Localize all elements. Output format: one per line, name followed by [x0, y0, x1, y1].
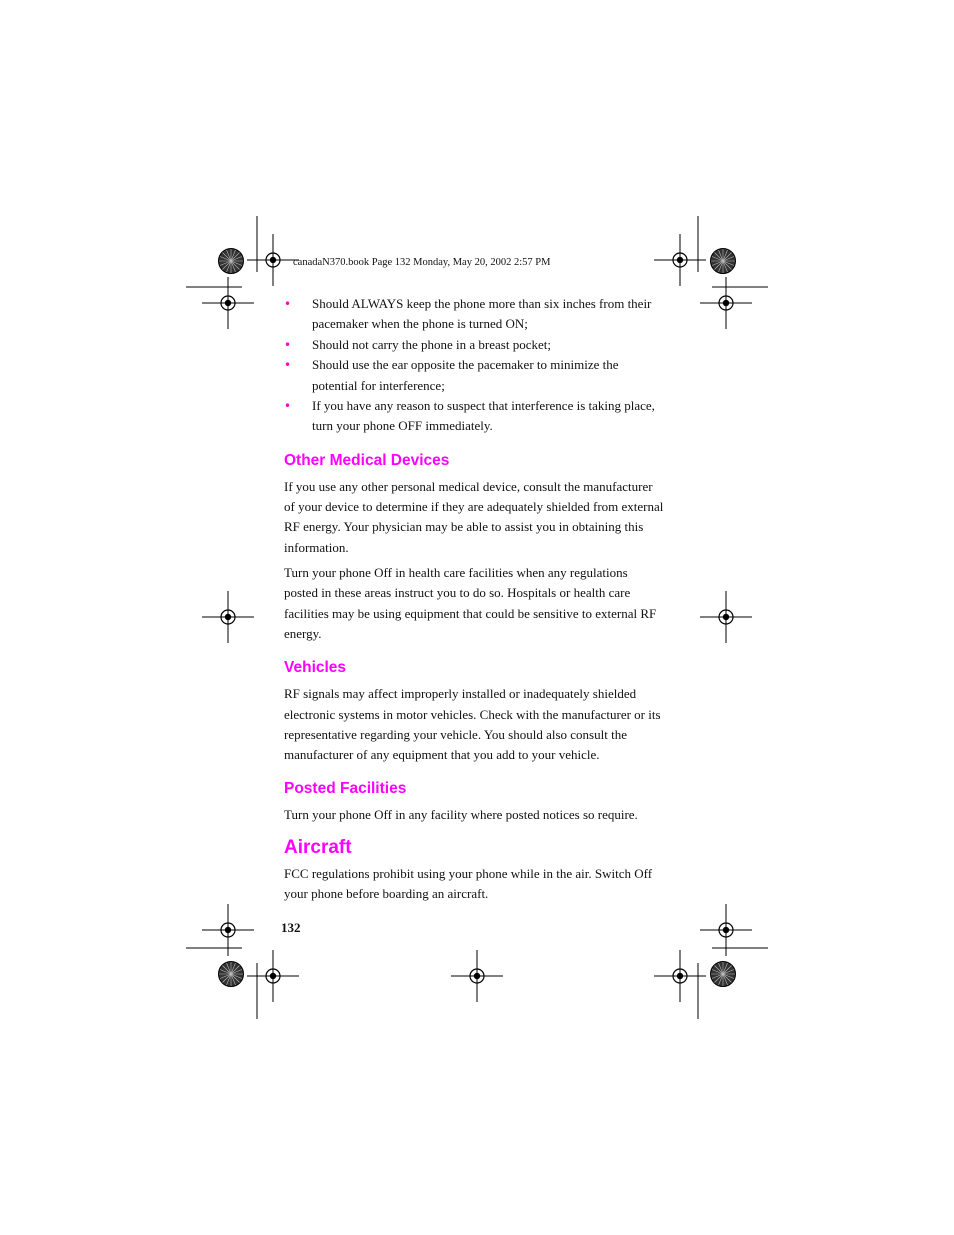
paragraph: FCC regulations prohibit using your phone while in the air. Switch Off your phone before boarding an aircraft.	[284, 865, 653, 901]
paragraph: Turn your phone Off in any facility where posted notices so require.	[284, 807, 638, 823]
page-number: 132	[281, 920, 301, 935]
heading-other-medical-devices: Other Medical Devices	[284, 451, 450, 469]
pacemaker-bullet-list	[284, 294, 664, 437]
heading-vehicles: Vehicles	[284, 659, 347, 677]
list-item: • Should use the ear opposite the pacemaker to minimize the potential for interference;	[284, 357, 619, 393]
heading-posted-facilities: Posted Facilities	[284, 780, 407, 798]
bullet-icon: •	[284, 337, 292, 352]
paragraph: Turn your phone Off in health care facilities when any regulations posted in these areas instruct you to do so. Hospitals or health care facilities may be using equipment that could be sensitive to external RF energy.	[284, 565, 657, 641]
page-content	[284, 294, 664, 909]
list-item: • Should not carry the phone in a breast pocket;	[284, 335, 664, 355]
list-item: • Should ALWAYS keep the phone more than six inches from their pacemaker when the phone is turned ON;	[284, 296, 652, 332]
bullet-icon: •	[284, 399, 292, 414]
heading-aircraft: Aircraft	[284, 836, 352, 858]
bullet-icon: •	[284, 297, 292, 311]
print-slug: canadaN370.book Page 132 Monday, May 20, 2002 2:57 PM	[293, 257, 551, 268]
bullet-icon: •	[284, 358, 292, 373]
paragraph: If you use any other personal medical device, consult the manufacturer of your device to determine if they are adequately shielded from external RF energy. Your physician may be able to assist you in obtaining this information.	[284, 478, 664, 555]
paragraph: RF signals may affect improperly installed or inadequately shielded electronic systems in motor vehicles. Check with the manufacturer or its representative regarding your vehicle. You should also consult the manufacturer of any equipment that you add to your vehicle.	[284, 686, 661, 763]
list-item: • If you have any reason to suspect that interference is taking place, turn your phone OFF immediately.	[284, 398, 655, 434]
